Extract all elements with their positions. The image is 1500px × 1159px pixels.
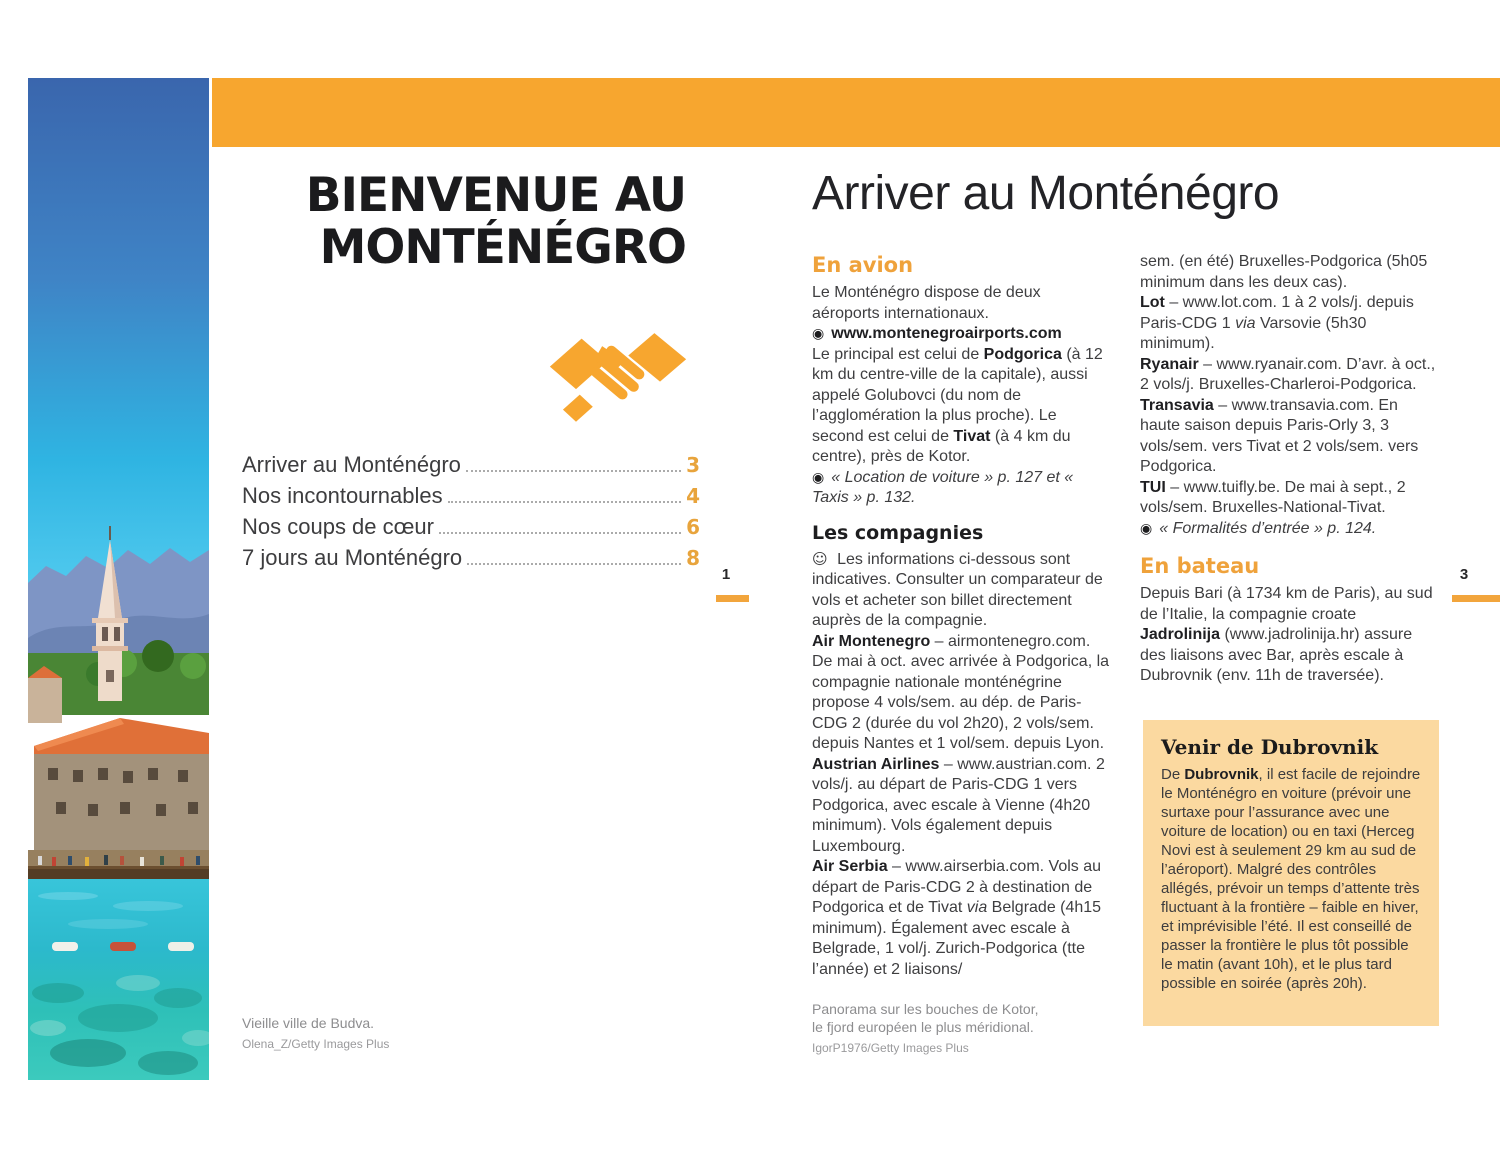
right-page-title: Arriver au Monténégro	[812, 167, 1280, 220]
cross-reference-icon: ◉	[1140, 520, 1153, 537]
paragraph: Depuis Bari (à 1734 km de Paris), au sud de l’Italie, la compagnie croate Jadrolinija (www.jadrolinija.hr) assure des liaisons avec Bar, après escale à Dubrovnik (env. 11h de traversée).	[1140, 585, 1433, 684]
photo-caption-left	[242, 1014, 389, 1053]
page-marker-bar-1	[716, 595, 749, 602]
box-title: Venir de Dubrovnik	[1161, 735, 1379, 759]
paragraph: Le principal est celui de Podgorica (à 12 km du centre-ville de la capitale), aussi appelé Golubovci (du nom de l’agglomération la plus proche). Le second est celui de Tivat (à 4 km du centre), près de Kotor.	[812, 345, 1103, 465]
paragraph: Transavia – www.transavia.com. En haute saison depuis Paris-Orly 3, 3 vols/sem. vers Tivat et 2 vols/sem. vers Podgorica.	[1140, 396, 1419, 475]
toc-item	[242, 483, 700, 514]
dubrovnik-box	[1143, 720, 1439, 1026]
caption-line2: le fjord européen le plus méridional.	[812, 1019, 1034, 1035]
paragraph: sem. (en été) Bruxelles-Podgorica (5h05 minimum dans les deux cas).	[1140, 253, 1428, 291]
cross-reference-icon: ◉	[812, 326, 825, 342]
toc-item-label: Nos coups de cœur	[242, 514, 434, 539]
cross-reference-icon: ◉	[812, 469, 825, 486]
toc-item-label: Nos incontournables	[242, 483, 443, 508]
box-body: De Dubrovnik, il est facile de rejoindre le Monténégro en voiture (prévoir une surtaxe pour l’assurance avec une voiture de location) ou en taxi (Herceg Novi est à seulement 29 km au sud de l’aéroport). Malgré des contrôles allégés, prévoir un temps d’attente très fluctuant à la frontière – faible en hiver, et imprévisible l’été. Il est conseillé de passer la frontière le plus tôt possible le matin (avant 10h), et le plus tard possible en soirée (après 20h).	[1161, 766, 1421, 992]
handshake-icon	[548, 320, 688, 435]
paragraph: Le Monténégro dispose de deux aéroports internationaux.	[812, 284, 1041, 322]
toc-item	[242, 545, 700, 576]
page-marker-bar-3	[1452, 595, 1500, 602]
heading-les-compagnies: Les compagnies	[812, 521, 984, 544]
toc-item-label: Arriver au Monténégro	[242, 452, 461, 477]
heading-en-bateau: En bateau	[1140, 554, 1260, 578]
top-orange-banner	[212, 78, 1500, 147]
paragraph: ☺ Les informations ci-dessous sont indicatives. Consulter un comparateur de vols et acheter son billet directement auprès de la compagnie.	[812, 549, 1103, 629]
caption-line1: Panorama sur les bouches de Kotor,	[812, 1001, 1039, 1017]
text-column-2	[1140, 252, 1440, 687]
paragraph: Austrian Airlines – www.austrian.com. 2 vols/j. au départ de Paris-CDG 1 vers Podgorica, avec escale à Vienne (4h20 minimum). Vols également depuis Luxembourg.	[812, 755, 1105, 855]
paragraph: ◉ « Formalités d’entrée » p. 124.	[1140, 519, 1377, 537]
left-page-title-line1: BIENVENUE AU	[305, 168, 686, 223]
budva-photo-illustration	[28, 78, 209, 1080]
paragraph: Lot – www.lot.com. 1 à 2 vols/j. depuis Paris-CDG 1 via Varsovie (5h30 minimum).	[1140, 294, 1414, 352]
photo-credit: Olena_Z/Getty Images Plus	[242, 1037, 390, 1051]
toc-item	[242, 452, 700, 483]
toc-dotted-leader	[466, 470, 681, 472]
paragraph: Air Montenegro – airmontenegro.com. De mai à oct. avec arrivée à Podgorica, la compagnie nationale monténégrine propose 4 vols/sem. au dép. de Paris-CDG 2 (durée du vol 2h20), 2 vols/sem. depuis Nantes et 1 vol/sem. depuis Lyon.	[812, 632, 1110, 752]
caption-text: Vieille ville de Budva.	[242, 1015, 375, 1031]
toc-item	[242, 514, 700, 545]
paragraph: ◉ « Location de voiture » p. 127 et « Taxis » p. 132.	[812, 468, 1074, 506]
toc-dotted-leader	[467, 563, 681, 565]
photo-credit: IgorP1976/Getty Images Plus	[812, 1041, 969, 1055]
paragraph: ◉ www.montenegroairports.com	[812, 325, 1062, 342]
left-page-title-line2: MONTÉNÉGRO	[319, 220, 686, 275]
budva-photo	[28, 78, 209, 1080]
toc-page-number: 4	[686, 484, 700, 508]
photo-caption-middle	[812, 1000, 1038, 1057]
page-number-1: 1	[721, 566, 731, 583]
paragraph: Air Serbia – www.airserbia.com. Vols au départ de Paris-CDG 2 à destination de Podgorica et de Tivat via Belgrade (4h15 minimum). Également avec escale à Belgrade, 1 vol/j. Zurich-Podgorica (tte l’année) et 2 liaisons/	[812, 858, 1102, 978]
paragraph: TUI – www.tuifly.be. De mai à sept., 2 vols/sem. Bruxelles-National-Tivat.	[1140, 478, 1406, 516]
toc-dotted-leader	[439, 532, 681, 534]
text-column-1	[812, 252, 1112, 980]
toc-item-label: 7 jours au Monténégro	[242, 545, 463, 570]
comment-icon: ☺	[812, 549, 828, 568]
toc-dotted-leader	[448, 501, 682, 503]
heading-en-avion: En avion	[812, 253, 914, 277]
toc-page-number: 8	[686, 546, 700, 570]
left-page-title	[240, 170, 686, 274]
toc-page-number: 3	[686, 453, 700, 477]
page-number-3: 3	[1459, 566, 1469, 583]
table-of-contents	[242, 452, 700, 576]
paragraph: Ryanair – www.ryanair.com. D’avr. à oct., 2 vols/j. Bruxelles-Charleroi-Podgorica.	[1140, 355, 1436, 393]
toc-page-number: 6	[686, 515, 700, 539]
